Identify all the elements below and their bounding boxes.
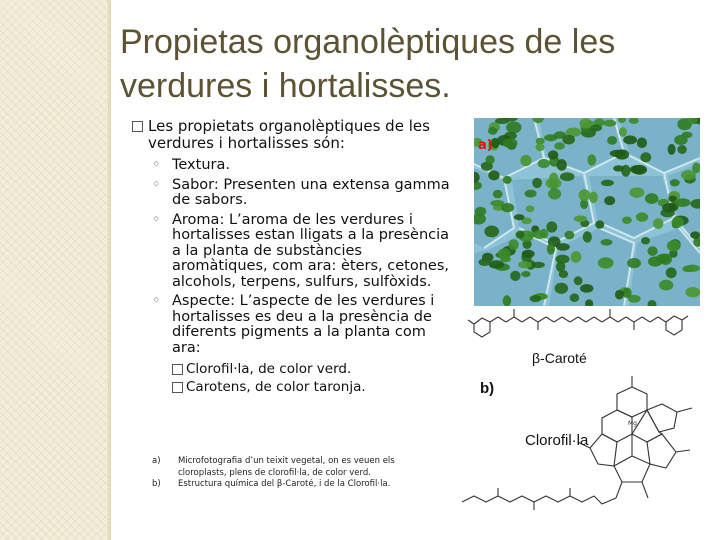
chloroplast-blob bbox=[685, 287, 700, 297]
pigment-item bbox=[172, 360, 452, 378]
chloroplast-blob bbox=[662, 203, 677, 212]
chloroplast-blob bbox=[604, 196, 615, 205]
decorative-sidebar bbox=[0, 0, 108, 540]
chloroplast-blob bbox=[479, 259, 491, 266]
chloroplast-blob bbox=[587, 154, 596, 165]
list-item bbox=[132, 294, 452, 356]
chloroplast-blob bbox=[554, 142, 565, 150]
chloroplast-blob bbox=[641, 237, 650, 244]
chloroplast-blob bbox=[574, 276, 583, 285]
chloroplast-blob bbox=[603, 120, 616, 127]
chloroplast-blob bbox=[685, 265, 700, 272]
chloroplast-blob bbox=[475, 207, 487, 216]
main-bullet-item bbox=[132, 118, 452, 152]
chloroplast-blob bbox=[484, 226, 499, 238]
chloroplast-blob bbox=[622, 217, 632, 224]
slide-title: Propietas organolèptiques de les verdures i hortalisses. bbox=[120, 23, 616, 105]
chloroplast-blob bbox=[670, 179, 680, 186]
chloroplast-blob bbox=[667, 240, 681, 251]
chloroplast-blob bbox=[548, 150, 559, 159]
chloroplast-blob bbox=[486, 155, 495, 164]
chloroplast-blob bbox=[580, 118, 593, 128]
chloroplast-blob bbox=[636, 212, 648, 222]
chloroplast-blob bbox=[675, 198, 690, 207]
chloroplast-blob bbox=[668, 196, 677, 203]
chloroplast-blob bbox=[548, 188, 561, 199]
chloroplast-blob bbox=[489, 260, 504, 268]
sidebar-divider bbox=[108, 0, 111, 540]
chloroplast-blob bbox=[520, 155, 531, 166]
carotene-name: β-Caroté bbox=[532, 350, 587, 366]
chloroplast-blob bbox=[590, 124, 602, 131]
chloroplast-blob bbox=[640, 152, 651, 162]
svg-text:Mg: Mg bbox=[628, 420, 637, 427]
chloroplast-blob bbox=[601, 239, 613, 246]
square-bullet-icon bbox=[132, 121, 143, 132]
circle-bullet-icon: ◦ bbox=[152, 211, 161, 228]
chloroplast-blob bbox=[580, 284, 593, 293]
chloroplast-blob bbox=[514, 214, 525, 220]
chloroplast-blob bbox=[495, 118, 509, 124]
chloroplast-blob bbox=[613, 165, 624, 171]
chloroplast-blob bbox=[579, 189, 591, 201]
chloroplast-blob bbox=[535, 143, 544, 151]
chloroplast-blob bbox=[532, 178, 542, 188]
properties-list bbox=[132, 158, 452, 356]
chloroplast-blob bbox=[571, 251, 582, 263]
circle-bullet-icon: ◦ bbox=[152, 293, 161, 309]
chloroplast-blob bbox=[508, 239, 518, 250]
chloroplast-blob bbox=[544, 134, 557, 141]
figure-notes bbox=[152, 456, 422, 491]
chloroplast-blob bbox=[610, 150, 626, 157]
chloroplast-blob bbox=[538, 159, 550, 168]
micrograph-image bbox=[474, 118, 700, 306]
chloroplast-blob bbox=[556, 261, 565, 272]
chloroplast-blob bbox=[648, 256, 662, 266]
chloroplast-blob bbox=[677, 145, 686, 154]
chloroplast-blob bbox=[668, 144, 676, 155]
chloroplast-blob bbox=[648, 246, 658, 256]
chloroplast-blob bbox=[546, 221, 557, 232]
chloroplast-blob bbox=[623, 135, 637, 144]
chloroplast-blob bbox=[526, 205, 535, 212]
chloroplast-blob bbox=[547, 243, 555, 254]
note-label: a) bbox=[152, 456, 161, 466]
chloroplast-blob bbox=[637, 138, 647, 149]
note-label: b) bbox=[152, 479, 161, 489]
chloroplast-blob bbox=[666, 267, 677, 278]
note-text: Microfotografia d’un teixit vegetal, on es veuen els cloroplasts, plens de clorofil·la, de color verd. bbox=[178, 456, 395, 478]
chloroplast-blob bbox=[506, 122, 522, 134]
list-item-text: Aspecte: L’aspecte de les verdures i hortalisses es deu a la presència de diferents pigments a la planta com ara: bbox=[172, 293, 435, 356]
chloroplast-blob bbox=[615, 290, 624, 300]
chloroplast-micrograph bbox=[474, 118, 700, 306]
chloroplast-blob bbox=[595, 220, 604, 228]
chloroplast-blob bbox=[659, 280, 673, 291]
chloroplast-blob bbox=[598, 257, 614, 268]
chloroplast-blob bbox=[493, 190, 503, 198]
list-item bbox=[132, 178, 452, 209]
chloroplast-blob bbox=[562, 135, 575, 145]
chloroplast-blob bbox=[653, 218, 663, 229]
chlorophyll-name: Clorofil·la bbox=[525, 432, 589, 449]
chloroplast-blob bbox=[510, 271, 520, 281]
beta-carotene-structure bbox=[466, 300, 702, 350]
chloroplast-blob bbox=[574, 215, 587, 222]
micrograph-label: a) bbox=[478, 138, 493, 153]
slide-body bbox=[132, 118, 452, 396]
chloroplast-blob bbox=[560, 172, 575, 181]
structure-label: b) bbox=[480, 380, 495, 397]
chloroplast-blob bbox=[630, 165, 646, 174]
chloroplast-blob bbox=[645, 193, 659, 204]
list-item bbox=[132, 213, 452, 291]
chloroplast-blob bbox=[488, 170, 499, 180]
chloroplast-blob bbox=[516, 231, 525, 239]
chloroplast-blob bbox=[518, 261, 532, 268]
chloroplast-blob bbox=[525, 190, 537, 198]
square-bullet-icon bbox=[172, 364, 183, 375]
chloroplast-blob bbox=[546, 178, 562, 189]
list-item-text: Textura. bbox=[172, 157, 230, 173]
square-bullet-icon bbox=[172, 382, 183, 393]
chloroplast-blob bbox=[672, 217, 684, 228]
chlorophyll-structure bbox=[452, 372, 714, 540]
note-row bbox=[152, 479, 422, 491]
chloroplast-blob bbox=[503, 176, 512, 184]
chloroplast-blob bbox=[527, 231, 536, 237]
chloroplast-blob bbox=[629, 187, 644, 197]
pigment-text: Clorofil·la, de color verd. bbox=[186, 361, 352, 377]
circle-bullet-icon: ◦ bbox=[152, 176, 161, 193]
list-item-text: Sabor: Presenten una extensa gamma de sabors. bbox=[172, 176, 450, 208]
circle-bullet-icon: ◦ bbox=[152, 157, 161, 173]
chloroplast-blob bbox=[627, 258, 641, 268]
pigment-item bbox=[172, 378, 452, 396]
note-row bbox=[152, 456, 422, 479]
chloroplast-blob bbox=[583, 231, 592, 242]
chloroplast-blob bbox=[622, 287, 631, 298]
chloroplast-blob bbox=[607, 136, 617, 145]
pigment-text: Carotens, de color taronja. bbox=[186, 379, 366, 395]
chloroplast-blob bbox=[488, 127, 497, 135]
list-item bbox=[132, 158, 452, 174]
chloroplast-blob bbox=[522, 250, 535, 258]
chloroplast-blob bbox=[589, 192, 598, 203]
chloroplast-blob bbox=[503, 138, 518, 148]
chloroplast-blob bbox=[564, 231, 574, 240]
chloroplast-blob bbox=[501, 203, 514, 212]
chloroplast-blob bbox=[619, 127, 627, 136]
chloroplast-blob bbox=[674, 135, 688, 145]
chloroplast-blob bbox=[557, 159, 567, 171]
chloroplast-blob bbox=[690, 231, 700, 238]
chloroplast-blob bbox=[500, 256, 511, 262]
main-bullet-text: Les propietats organolèptiques de les verdures i hortalisses són: bbox=[148, 117, 430, 152]
note-text: Estructura química del β-Caroté, i de la Clorofil·la. bbox=[178, 479, 391, 489]
chloroplast-blob bbox=[601, 180, 614, 187]
chloroplast-blob bbox=[555, 283, 569, 294]
pigments-list bbox=[172, 360, 452, 396]
list-item-text: Aroma: L’aroma de les verdures i hortalisses estan lligats a la presència a la planta de substàncies aromàtiques, com ara: èters, cetones, alcohols, terpens, sulfurs, sulfòxids. bbox=[172, 211, 450, 290]
chloroplast-blob bbox=[521, 271, 530, 277]
